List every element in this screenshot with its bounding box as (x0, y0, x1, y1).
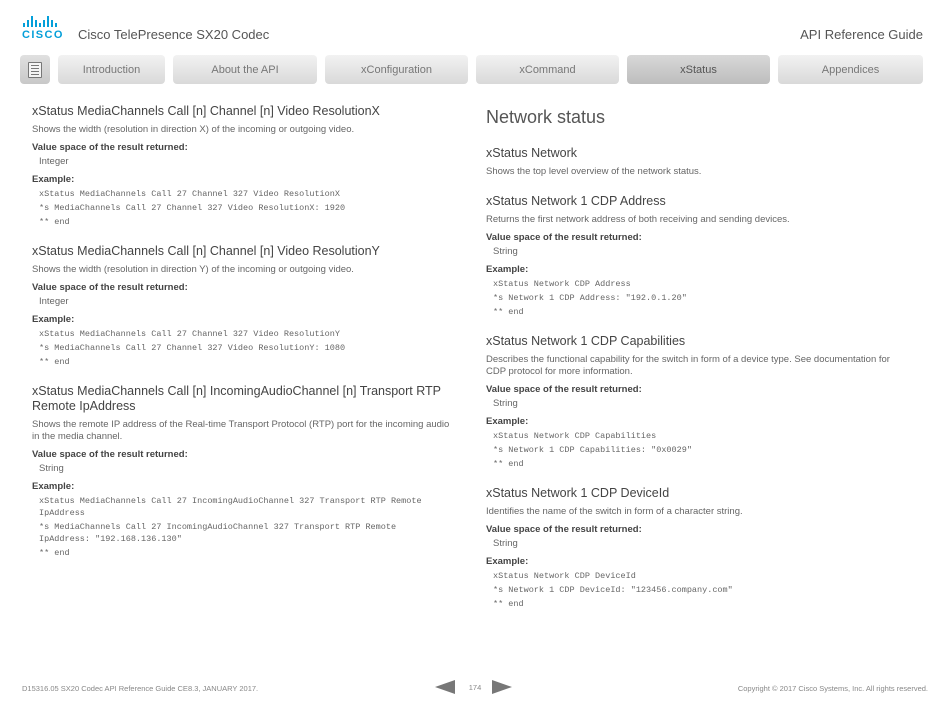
value-space: Integer (39, 296, 69, 307)
tab-introduction[interactable]: Introduction (58, 55, 165, 84)
section-title: Network status (486, 107, 606, 127)
command-description: Identifies the name of the switch in form of a character string. (486, 506, 743, 517)
value-space-label: Value space of the result returned: (486, 524, 642, 535)
value-space-label: Value space of the result returned: (486, 232, 642, 243)
example-label: Example: (32, 174, 75, 185)
example-code-line: ** end (493, 307, 524, 317)
command-title: xStatus Network (486, 146, 578, 160)
example-code-line: ** end (39, 357, 70, 367)
command-title: xStatus Network 1 CDP Capabilities (486, 334, 686, 348)
example-code-line: xStatus MediaChannels Call 27 IncomingAudioChannel 327 Transport RTP Remote IpAddress (39, 496, 427, 518)
command-title: xStatus MediaChannels Call [n] IncomingAudioChannel [n] Transport RTP Remote IpAddress (32, 384, 441, 413)
command-title: xStatus MediaChannels Call [n] Channel [n] Video ResolutionX (32, 104, 380, 118)
value-space: String (39, 463, 64, 474)
value-space: String (493, 246, 518, 257)
page-navigation (435, 680, 515, 694)
tab-xstatus[interactable]: xStatus (627, 55, 770, 84)
example-code-line: ** end (493, 599, 524, 609)
document-id: D15316.05 SX20 Codec API Reference Guide CE8.3, JANUARY 2017. (22, 684, 259, 693)
value-space-label: Value space of the result returned: (32, 142, 188, 153)
status-entry (486, 146, 906, 178)
top-navigation (20, 55, 923, 84)
example-code-line: *s Network 1 CDP Address: "192.0.1.20" (493, 293, 687, 303)
example-code-line: *s Network 1 CDP Capabilities: "0x0029" (493, 445, 692, 455)
example-label: Example: (32, 314, 75, 325)
guide-title: API Reference Guide (800, 27, 923, 42)
example-code-line: ** end (493, 459, 524, 469)
example-code-line: *s Network 1 CDP DeviceId: "123456.company.com" (493, 585, 733, 595)
right-column (486, 104, 906, 626)
status-entry (486, 486, 906, 610)
example-label: Example: (486, 264, 529, 275)
example-code-line: xStatus Network CDP Capabilities (493, 431, 657, 441)
command-description: Shows the width (resolution in direction Y) of the incoming or outgoing video. (32, 264, 354, 275)
value-space: String (493, 398, 518, 409)
value-space: Integer (39, 156, 69, 167)
status-entry (32, 244, 452, 368)
page-number: 174 (468, 683, 482, 692)
example-code-line: *s MediaChannels Call 27 Channel 327 Video ResolutionX: 1920 (39, 203, 346, 213)
example-code-line: *s MediaChannels Call 27 IncomingAudioChannel 327 Transport RTP Remote IpAddress: "192.168.136.130" (39, 522, 402, 544)
command-title: xStatus Network 1 CDP DeviceId (486, 486, 670, 500)
page-header (0, 0, 950, 50)
tab-appendices[interactable]: Appendices (778, 55, 923, 84)
value-space: String (493, 538, 518, 549)
previous-page-icon[interactable] (435, 680, 455, 694)
example-label: Example: (486, 556, 529, 567)
example-code-line: xStatus Network CDP Address (493, 279, 631, 289)
left-column (32, 104, 452, 575)
tab-xconfiguration[interactable]: xConfiguration (325, 55, 468, 84)
status-entry (486, 334, 906, 470)
cisco-logo (22, 16, 64, 40)
menu-button[interactable] (20, 55, 50, 84)
value-space-label: Value space of the result returned: (486, 384, 642, 395)
example-label: Example: (32, 481, 75, 492)
example-code-line: ** end (39, 548, 70, 558)
command-description: Returns the first network address of both receiving and sending devices. (486, 214, 790, 225)
example-code-line: xStatus Network CDP DeviceId (493, 571, 636, 581)
copyright: Copyright © 2017 Cisco Systems, Inc. All rights reserved. (737, 684, 928, 693)
next-page-icon[interactable] (492, 680, 512, 694)
value-space-label: Value space of the result returned: (32, 282, 188, 293)
logo-text: CISCO (22, 29, 64, 41)
status-entry (486, 194, 906, 318)
example-code-line: *s MediaChannels Call 27 Channel 327 Video ResolutionY: 1080 (39, 343, 346, 353)
example-code-line: ** end (39, 217, 70, 227)
example-code-line: xStatus MediaChannels Call 27 Channel 327 Video ResolutionX (39, 189, 340, 199)
tab-about-the-api[interactable]: About the API (173, 55, 317, 84)
status-entry (32, 384, 452, 559)
product-title: Cisco TelePresence SX20 Codec (78, 27, 270, 42)
example-code-line: xStatus MediaChannels Call 27 Channel 327 Video ResolutionY (39, 329, 340, 339)
command-description: Describes the functional capability for the switch in form of a device type. See documentation for CDP protocol for more information. (486, 354, 890, 377)
example-label: Example: (486, 416, 529, 427)
command-description: Shows the width (resolution in direction X) of the incoming or outgoing video. (32, 124, 355, 135)
status-entry (32, 104, 452, 228)
command-title: xStatus MediaChannels Call [n] Channel [n] Video ResolutionY (32, 244, 380, 258)
value-space-label: Value space of the result returned: (32, 449, 188, 460)
tab-xcommand[interactable]: xCommand (476, 55, 619, 84)
command-description: Shows the remote IP address of the Real-time Transport Protocol (RTP) port for the incoming audio in the media channel. (32, 419, 450, 442)
command-description: Shows the top level overview of the network status. (486, 166, 702, 177)
menu-icon (28, 62, 42, 78)
command-title: xStatus Network 1 CDP Address (486, 194, 666, 208)
